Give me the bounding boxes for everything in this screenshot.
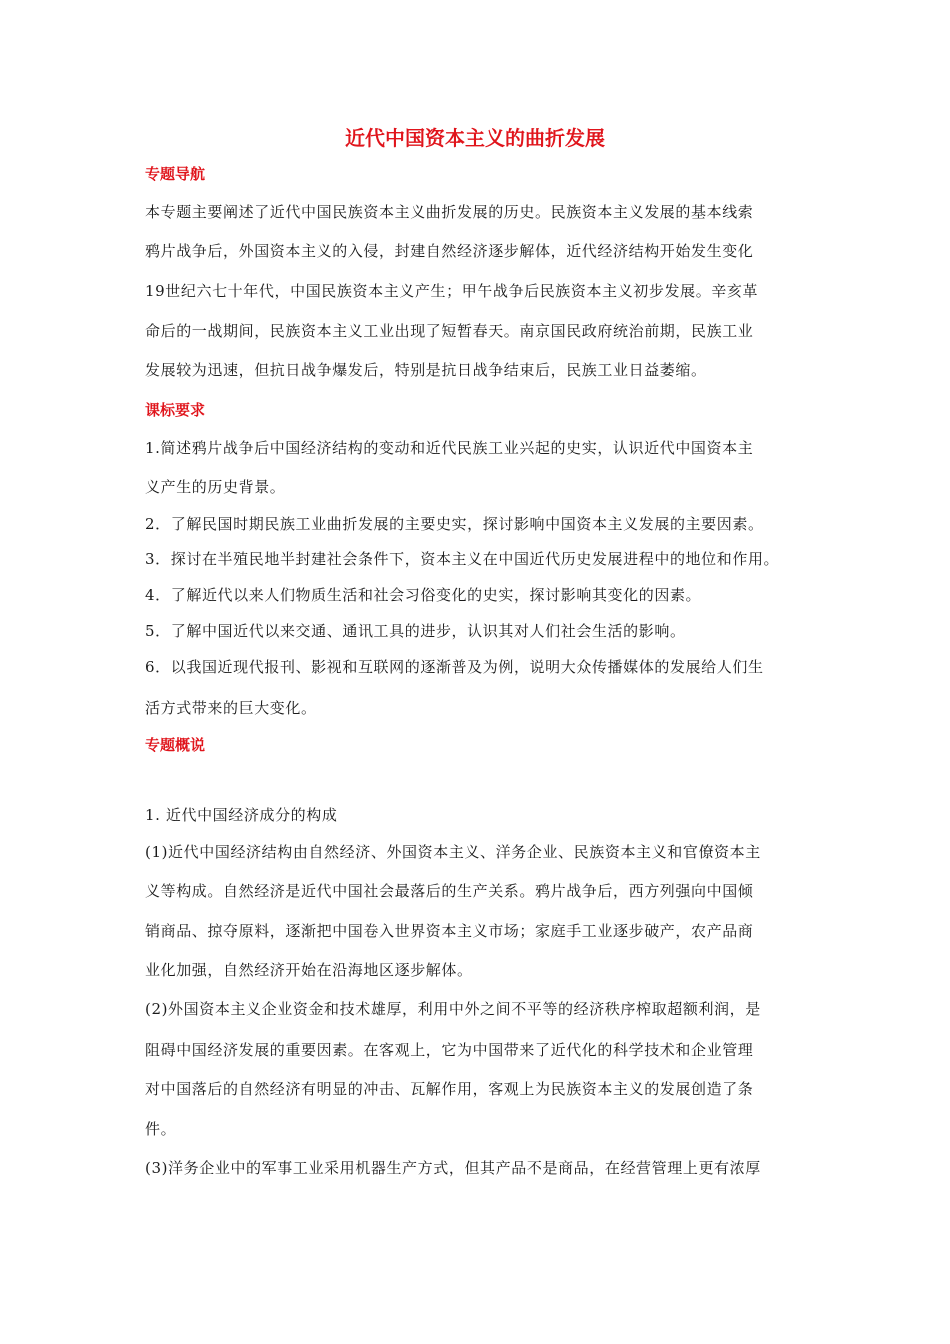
paragraph-line: 2．了解民国时期民族工业曲折发展的主要史实，探讨影响中国资本主义发展的主要因素。	[145, 515, 764, 533]
paragraph-line: 3．探讨在半殖民地半封建社会条件下，资本主义在中国近代历史发展进程中的地位和作用。	[145, 550, 780, 568]
paragraph-line: 5．了解中国近代以来交通、通讯工具的进步，认识其对人们社会生活的影响。	[145, 622, 686, 640]
paragraph-line: 业化加强，自然经济开始在沿海地区逐步解体。	[145, 961, 473, 979]
paragraph-line: 1.简述鸦片战争后中国经济结构的变动和近代民族工业兴起的史实，认识近代中国资本主	[145, 439, 754, 457]
paragraph-line: (2)外国资本主义企业资金和技术雄厚，利用中外之间不平等的经济秩序榨取超额利润，是	[145, 1000, 761, 1018]
paragraph-line: 发展较为迅速，但抗日战争爆发后，特别是抗日战争结束后，民族工业日益萎缩。	[145, 361, 707, 379]
paragraph-line: (1)近代中国经济结构由自然经济、外国资本主义、洋务企业、民族资本主义和官僚资本主	[145, 843, 761, 861]
paragraph-line: 19世纪六七十年代，中国民族资本主义产生；甲午战争后民族资本主义初步发展。辛亥革	[145, 282, 759, 300]
paragraph-line: 义产生的历史背景。	[145, 478, 286, 496]
document-title: 近代中国资本主义的曲折发展	[345, 126, 605, 150]
section-heading-overview: 专题概说	[145, 736, 206, 754]
paragraph-line: 1. 近代中国经济成分的构成	[145, 806, 338, 824]
paragraph-line: 本专题主要阐述了近代中国民族资本主义曲折发展的历史。民族资本主义发展的基本线索	[145, 203, 754, 221]
paragraph-line: 义等构成。自然经济是近代中国社会最落后的生产关系。鸦片战争后，西方列强向中国倾	[145, 882, 754, 900]
paragraph-line: 阻碍中国经济发展的重要因素。在客观上，它为中国带来了近代化的科学技术和企业管理	[145, 1041, 754, 1059]
paragraph-line: (3)洋务企业中的军事工业采用机器生产方式，但其产品不是商品，在经营管理上更有浓厚	[145, 1159, 761, 1177]
paragraph-line: 4．了解近代以来人们物质生活和社会习俗变化的史实，探讨影响其变化的因素。	[145, 586, 702, 604]
paragraph-line: 6．以我国近现代报刊、影视和互联网的逐渐普及为例，说明大众传播媒体的发展给人们生	[145, 658, 764, 676]
section-heading-requirements: 课标要求	[145, 401, 206, 419]
paragraph-line: 鸦片战争后，外国资本主义的入侵，封建自然经济逐步解体，近代经济结构开始发生变化	[145, 242, 754, 260]
paragraph-line: 活方式带来的巨大变化。	[145, 699, 317, 717]
section-heading-navigation: 专题导航	[145, 165, 206, 183]
paragraph-line: 命后的一战期间，民族资本主义工业出现了短暂春天。南京国民政府统治前期，民族工业	[145, 322, 754, 340]
paragraph-line: 对中国落后的自然经济有明显的冲击、瓦解作用，客观上为民族资本主义的发展创造了条	[145, 1080, 754, 1098]
paragraph-line: 件。	[145, 1120, 177, 1138]
paragraph-line: 销商品、掠夺原料，逐渐把中国卷入世界资本主义市场；家庭手工业逐步破产，农产品商	[145, 922, 754, 940]
